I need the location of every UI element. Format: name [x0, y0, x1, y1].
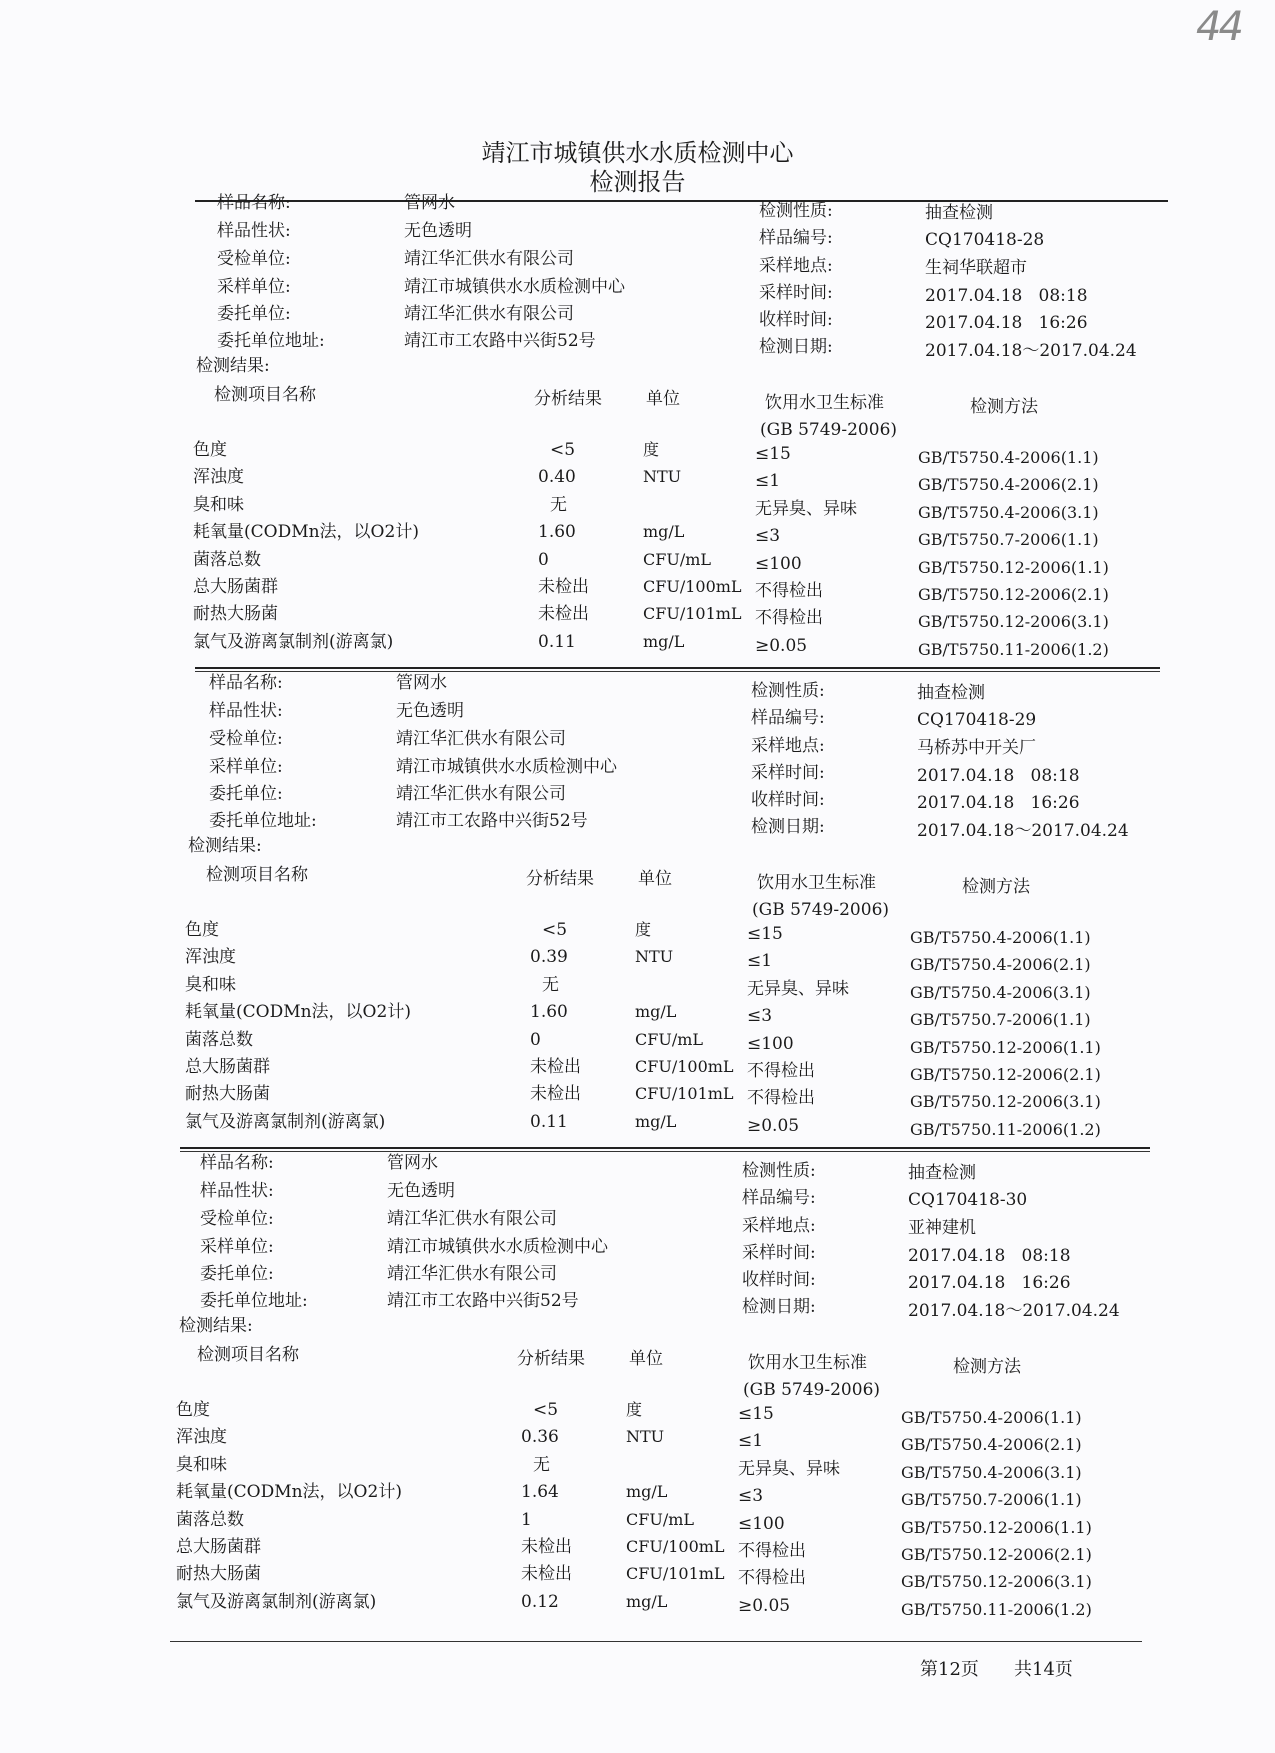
- row-standard: 不得检出: [755, 608, 823, 629]
- row-item: 氯气及游离氯制剂(游离氯): [185, 1111, 386, 1132]
- sample-divider-1: [195, 667, 1160, 669]
- label-sample-state: 样品性状:: [217, 221, 291, 241]
- row-result: 1.60: [530, 1002, 568, 1023]
- row-standard: 不得检出: [738, 1541, 806, 1561]
- sample-state-value: 无色透明: [396, 701, 464, 721]
- sample-state-value: 无色透明: [404, 221, 472, 241]
- row-method: GB/T5750.4-2006(2.1): [901, 1435, 1082, 1455]
- row-standard: ≤3: [747, 1006, 773, 1027]
- row-unit: CFU/100mL: [643, 577, 742, 596]
- row-result: 0.12: [521, 1591, 559, 1612]
- row-method: GB/T5750.4-2006(2.1): [910, 955, 1091, 975]
- row-result: 0.40: [538, 467, 576, 488]
- row-item: 色度: [176, 1400, 210, 1420]
- report-title: 检测报告: [589, 168, 686, 196]
- row-unit: mg/L: [635, 1002, 677, 1022]
- sample-no-value: CQ170418-28: [925, 230, 1045, 250]
- header-result: 分析结果: [526, 869, 594, 889]
- header-unit: 单位: [638, 869, 672, 889]
- row-result: 0.39: [530, 947, 568, 968]
- header-unit: 单位: [629, 1349, 663, 1369]
- label-receiving-time: 收样时间:: [759, 310, 833, 330]
- label-client-unit: 委托单位:: [217, 304, 291, 324]
- row-standard: ≤1: [755, 471, 781, 492]
- header-method: 检测方法: [970, 397, 1038, 417]
- row-unit: CFU/101mL: [626, 1564, 725, 1584]
- header-method: 检测方法: [953, 1357, 1021, 1377]
- sample-no-value: CQ170418-30: [908, 1190, 1028, 1210]
- sample-name-value: 管网水: [396, 673, 447, 693]
- label-sampling-unit: 采样单位:: [200, 1237, 274, 1257]
- client-address-value: 靖江市工农路中兴街52号: [404, 331, 596, 351]
- row-standard: ≤100: [738, 1513, 785, 1534]
- row-standard: ≤3: [755, 526, 781, 547]
- row-item: 总大肠菌群: [193, 577, 278, 597]
- label-inspected-unit: 受检单位:: [200, 1209, 274, 1229]
- label-receiving-time: 收样时间:: [742, 1270, 816, 1290]
- row-method: GB/T5750.12-2006(3.1): [918, 612, 1109, 632]
- row-standard: ≤100: [747, 1033, 794, 1054]
- report-org-title: 靖江市城镇供水水质检测中心: [481, 139, 794, 167]
- row-method: GB/T5750.11-2006(1.2): [910, 1119, 1101, 1139]
- row-method: GB/T5750.7-2006(1.1): [901, 1490, 1082, 1510]
- row-method: GB/T5750.12-2006(3.1): [901, 1572, 1092, 1592]
- row-method: GB/T5750.4-2006(3.1): [910, 982, 1091, 1002]
- label-test-date: 检测日期:: [742, 1297, 816, 1317]
- test-nature-value: 抽查检测: [917, 683, 985, 703]
- row-result: 未检出: [530, 1084, 581, 1105]
- row-unit: mg/L: [626, 1591, 668, 1611]
- header-item: 检测项目名称: [214, 385, 316, 405]
- label-sample-no: 样品编号:: [742, 1188, 816, 1208]
- row-unit: mg/L: [635, 1111, 677, 1131]
- row-standard: 无异臭、异味: [738, 1458, 840, 1479]
- label-sample-name: 样品名称:: [217, 193, 291, 213]
- row-method: GB/T5750.12-2006(1.1): [901, 1517, 1092, 1537]
- row-method: GB/T5750.4-2006(1.1): [901, 1408, 1082, 1427]
- row-item: 总大肠菌群: [176, 1537, 261, 1557]
- row-result: 1.64: [521, 1482, 559, 1503]
- sample-state-value: 无色透明: [387, 1181, 455, 1201]
- label-client-unit: 委托单位:: [209, 784, 283, 804]
- client-unit-value: 靖江华汇供水有限公司: [387, 1264, 557, 1284]
- test-nature-value: 抽查检测: [925, 203, 993, 223]
- label-test-nature: 检测性质:: [759, 201, 833, 221]
- label-sampling-time: 采样时间:: [759, 283, 833, 303]
- row-result: 无: [533, 1454, 550, 1475]
- header-standard-code: (GB 5749-2006): [760, 420, 898, 440]
- row-standard: 不得检出: [738, 1568, 806, 1589]
- sampling-site-value: 马桥苏中开关厂: [917, 738, 1036, 758]
- label-sampling-site: 采样地点:: [759, 256, 833, 276]
- sampling-time-value: 2017.04.18 08:18: [925, 286, 1088, 306]
- receiving-time-value: 2017.04.18 16:26: [908, 1273, 1071, 1293]
- label-sampling-site: 采样地点:: [742, 1216, 816, 1236]
- row-unit: CFU/mL: [643, 549, 712, 569]
- row-item: 色度: [193, 440, 227, 460]
- sample-divider-2b: [180, 1151, 1150, 1152]
- row-unit: CFU/101mL: [635, 1084, 734, 1104]
- row-result: <5: [542, 920, 568, 940]
- row-item: 氯气及游离氯制剂(游离氯): [193, 631, 394, 652]
- header-method: 检测方法: [962, 877, 1030, 897]
- client-address-value: 靖江市工农路中兴街52号: [387, 1291, 579, 1311]
- row-unit: CFU/mL: [626, 1509, 695, 1529]
- sampling-unit-value: 靖江市城镇供水水质检测中心: [387, 1237, 608, 1257]
- row-method: GB/T5750.7-2006(1.1): [910, 1010, 1091, 1030]
- row-item: 耗氧量(CODMn法，以O2计): [176, 1482, 402, 1503]
- label-test-nature: 检测性质:: [742, 1161, 816, 1181]
- sampling-unit-value: 靖江市城镇供水水质检测中心: [396, 757, 617, 777]
- row-item: 菌落总数: [185, 1029, 253, 1050]
- row-method: GB/T5750.4-2006(3.1): [918, 502, 1099, 522]
- label-sample-name: 样品名称:: [200, 1153, 274, 1173]
- label-client-address: 委托单位地址:: [209, 811, 317, 831]
- footer-total: 共14页: [1014, 1659, 1073, 1680]
- header-unit: 单位: [646, 389, 680, 409]
- row-standard: ≤1: [738, 1431, 764, 1452]
- header-standard: 饮用水卫生标准: [757, 873, 876, 893]
- row-result: 1: [521, 1509, 532, 1530]
- label-sample-no: 样品编号:: [759, 228, 833, 248]
- row-result: 未检出: [538, 604, 589, 625]
- row-item: 菌落总数: [193, 549, 261, 570]
- label-inspected-unit: 受检单位:: [209, 729, 283, 749]
- row-item: 氯气及游离氯制剂(游离氯): [176, 1591, 377, 1612]
- row-result: 0.11: [538, 631, 576, 652]
- label-sampling-unit: 采样单位:: [217, 277, 291, 297]
- row-item: 浑浊度: [185, 947, 236, 968]
- label-results: 检测结果:: [188, 836, 262, 856]
- row-method: GB/T5750.12-2006(1.1): [918, 557, 1109, 577]
- header-item: 检测项目名称: [206, 865, 308, 885]
- row-standard: ≤3: [738, 1486, 764, 1507]
- label-sampling-time: 采样时间:: [751, 763, 825, 783]
- label-test-date: 检测日期:: [759, 337, 833, 357]
- row-result: 无: [550, 494, 567, 515]
- row-method: GB/T5750.4-2006(3.1): [901, 1462, 1082, 1482]
- client-unit-value: 靖江华汇供水有限公司: [404, 304, 574, 324]
- row-unit: 度: [626, 1400, 643, 1419]
- row-item: 耗氧量(CODMn法，以O2计): [193, 522, 419, 543]
- row-item: 臭和味: [193, 494, 244, 515]
- row-method: GB/T5750.4-2006(1.1): [910, 928, 1091, 947]
- row-result: 无: [542, 974, 559, 995]
- header-standard: 饮用水卫生标准: [748, 1353, 867, 1373]
- test-date-value: 2017.04.18～2017.04.24: [925, 341, 1137, 361]
- label-test-date: 检测日期:: [751, 817, 825, 837]
- label-sample-state: 样品性状:: [200, 1181, 274, 1201]
- row-item: 总大肠菌群: [185, 1057, 270, 1077]
- inspected-unit-value: 靖江华汇供水有限公司: [404, 249, 574, 269]
- sample-divider-2: [180, 1147, 1150, 1149]
- row-standard: 不得检出: [747, 1061, 815, 1081]
- row-result: 0: [538, 549, 549, 570]
- row-unit: CFU/mL: [635, 1029, 704, 1049]
- row-standard: ≥0.05: [738, 1595, 791, 1616]
- sampling-site-value: 亚神建机: [908, 1218, 976, 1238]
- header-item: 检测项目名称: [197, 1345, 299, 1365]
- row-method: GB/T5750.11-2006(1.2): [901, 1599, 1092, 1619]
- row-unit: mg/L: [643, 631, 685, 651]
- row-result: 未检出: [530, 1057, 581, 1077]
- test-date-value: 2017.04.18～2017.04.24: [908, 1301, 1120, 1321]
- bottom-divider: [170, 1641, 1142, 1642]
- row-result: 0.11: [530, 1111, 568, 1132]
- row-unit: 度: [643, 440, 660, 459]
- row-result: 0.36: [521, 1427, 559, 1448]
- row-result: <5: [550, 440, 576, 460]
- row-unit: 度: [635, 920, 652, 939]
- row-method: GB/T5750.4-2006(2.1): [918, 475, 1099, 495]
- row-result: 未检出: [521, 1564, 572, 1585]
- label-inspected-unit: 受检单位:: [217, 249, 291, 269]
- test-nature-value: 抽查检测: [908, 1163, 976, 1183]
- inspected-unit-value: 靖江华汇供水有限公司: [396, 729, 566, 749]
- footer-page: 第12页: [920, 1659, 979, 1680]
- row-unit: NTU: [635, 947, 674, 967]
- row-standard: ≥0.05: [755, 635, 808, 656]
- row-unit: mg/L: [626, 1482, 668, 1502]
- row-unit: CFU/101mL: [643, 604, 742, 624]
- row-item: 浑浊度: [193, 467, 244, 488]
- header-result: 分析结果: [534, 389, 602, 409]
- header-result: 分析结果: [517, 1349, 585, 1369]
- row-method: GB/T5750.12-2006(2.1): [918, 585, 1109, 604]
- label-client-unit: 委托单位:: [200, 1264, 274, 1284]
- sampling-time-value: 2017.04.18 08:18: [917, 766, 1080, 786]
- row-standard: 无异臭、异味: [747, 978, 849, 999]
- row-standard: ≤1: [747, 951, 773, 972]
- sampling-unit-value: 靖江市城镇供水水质检测中心: [404, 277, 625, 297]
- row-result: 未检出: [538, 577, 589, 597]
- row-item: 浑浊度: [176, 1427, 227, 1448]
- label-test-nature: 检测性质:: [751, 681, 825, 701]
- header-standard: 饮用水卫生标准: [765, 393, 884, 413]
- row-item: 耐热大肠菌: [193, 604, 278, 625]
- row-method: GB/T5750.4-2006(1.1): [918, 448, 1099, 467]
- label-sampling-time: 采样时间:: [742, 1243, 816, 1263]
- row-method: GB/T5750.12-2006(3.1): [910, 1092, 1101, 1112]
- row-unit: NTU: [643, 467, 682, 487]
- label-sampling-site: 采样地点:: [751, 736, 825, 756]
- row-standard: 不得检出: [747, 1088, 815, 1109]
- row-method: GB/T5750.11-2006(1.2): [918, 639, 1109, 659]
- row-standard: 不得检出: [755, 581, 823, 601]
- row-unit: CFU/100mL: [635, 1057, 734, 1076]
- sampling-time-value: 2017.04.18 08:18: [908, 1246, 1071, 1266]
- test-date-value: 2017.04.18～2017.04.24: [917, 821, 1129, 841]
- row-result: 1.60: [538, 522, 576, 543]
- label-results: 检测结果:: [179, 1316, 253, 1336]
- row-method: GB/T5750.7-2006(1.1): [918, 530, 1099, 550]
- row-item: 色度: [185, 920, 219, 940]
- row-item: 耐热大肠菌: [185, 1084, 270, 1105]
- row-standard: ≤100: [755, 553, 802, 574]
- row-standard: ≤15: [738, 1404, 774, 1424]
- receiving-time-value: 2017.04.18 16:26: [917, 793, 1080, 813]
- row-item: 耐热大肠菌: [176, 1564, 261, 1585]
- row-standard: ≥0.05: [747, 1115, 800, 1136]
- row-standard: 无异臭、异味: [755, 498, 857, 519]
- sample-name-value: 管网水: [387, 1153, 438, 1173]
- row-item: 菌落总数: [176, 1509, 244, 1530]
- row-result: <5: [533, 1400, 559, 1420]
- label-sample-state: 样品性状:: [209, 701, 283, 721]
- client-address-value: 靖江市工农路中兴街52号: [396, 811, 588, 831]
- label-client-address: 委托单位地址:: [200, 1291, 308, 1311]
- row-item: 臭和味: [176, 1454, 227, 1475]
- row-method: GB/T5750.12-2006(2.1): [901, 1545, 1092, 1564]
- row-unit: mg/L: [643, 522, 685, 542]
- row-result: 0: [530, 1029, 541, 1050]
- row-standard: ≤15: [747, 924, 783, 944]
- top-divider: [195, 200, 1168, 202]
- inspected-unit-value: 靖江华汇供水有限公司: [387, 1209, 557, 1229]
- label-sampling-unit: 采样单位:: [209, 757, 283, 777]
- sampling-site-value: 生祠华联超市: [925, 258, 1027, 278]
- sample-no-value: CQ170418-29: [917, 710, 1037, 730]
- row-unit: CFU/100mL: [626, 1537, 725, 1556]
- label-client-address: 委托单位地址:: [217, 331, 325, 351]
- receiving-time-value: 2017.04.18 16:26: [925, 313, 1088, 333]
- row-item: 耗氧量(CODMn法，以O2计): [185, 1002, 411, 1023]
- label-results: 检测结果:: [196, 356, 270, 376]
- header-standard-code: (GB 5749-2006): [743, 1380, 881, 1400]
- label-sample-name: 样品名称:: [209, 673, 283, 693]
- header-standard-code: (GB 5749-2006): [752, 900, 890, 920]
- sample-name-value: 管网水: [404, 193, 455, 213]
- client-unit-value: 靖江华汇供水有限公司: [396, 784, 566, 804]
- label-receiving-time: 收样时间:: [751, 790, 825, 810]
- row-standard: ≤15: [755, 444, 791, 464]
- handwritten-page-number: 44: [1196, 4, 1241, 50]
- sample-divider-1b: [195, 671, 1160, 672]
- row-method: GB/T5750.12-2006(2.1): [910, 1065, 1101, 1084]
- row-result: 未检出: [521, 1537, 572, 1557]
- row-method: GB/T5750.12-2006(1.1): [910, 1037, 1101, 1057]
- row-unit: NTU: [626, 1427, 665, 1447]
- label-sample-no: 样品编号:: [751, 708, 825, 728]
- row-item: 臭和味: [185, 974, 236, 995]
